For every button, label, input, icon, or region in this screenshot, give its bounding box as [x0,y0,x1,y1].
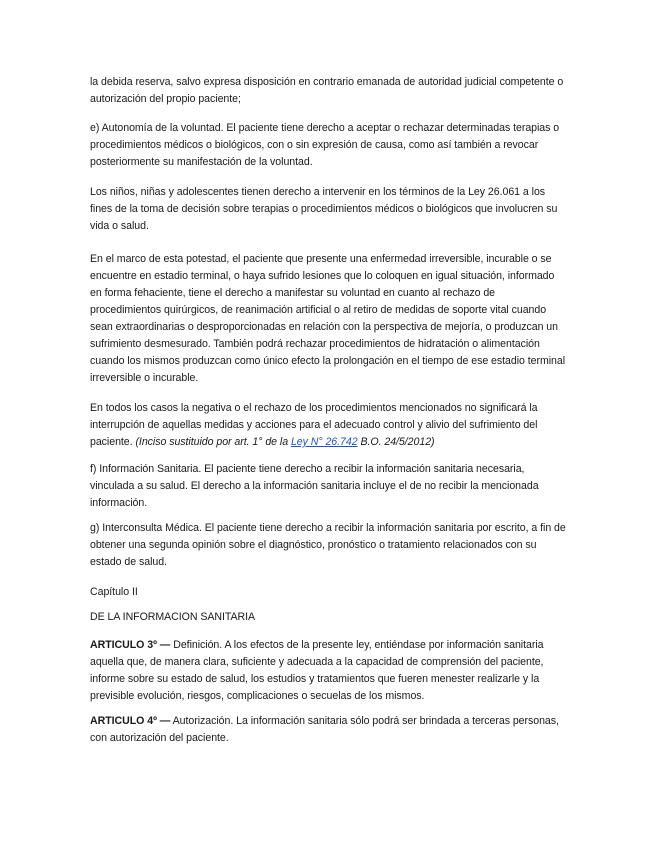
chapter-label: Capítulo II [90,586,138,598]
article-4 [90,713,568,747]
law-link[interactable]: Ley N° 26.742 [290,436,358,448]
paragraph-autonomia: e) Autonomía de la voluntad. El paciente tiene derecho a aceptar o rechazar determinadas terapias o procedimientos médicos o biológicos, con o sin expresión de causa, como así también a revocar posteriormente su manifestación de la voluntad. [90,122,560,168]
amendment-note: (Inciso sustituido por art. 1° de la [135,436,289,448]
paragraph-negativa [90,400,568,451]
article-3 [90,637,568,705]
paragraph-ninos: Los niños, niñas y adolescentes tienen derecho a intervenir en los términos de la Ley 26.061 a los fines de la toma de decisión sobre terapias o procedimientos médicos o biológicos que involucren su vida o salud. [90,186,558,232]
article-3-label: ARTICULO 3º — [90,639,171,651]
paragraph-informacion-sanitaria: f) Información Sanitaria. El paciente tiene derecho a recibir la información sanitaria necesaria, vinculada a su salud. El derecho a la información sanitaria incluye el de no recibir la mencionada información. [90,463,539,509]
paragraph-interconsulta: g) Interconsulta Médica. El paciente tiene derecho a recibir la información sanitaria por escrito, a fin de obtener una segunda opinión sobre el diagnóstico, pronóstico o tratamiento relacionados con su estado de salud. [90,522,566,568]
amendment-note-date: B.O. 24/5/2012) [360,436,435,448]
paragraph-negativa-text: En todos los casos la negativa o el rechazo de los procedimientos mencionados no significará la interrupción de aquellas medidas y acciones para el adecuado control y alivio del sufrimiento del paciente. [90,402,538,448]
article-4-text: Autorización. La información sanitaria sólo podrá ser brindada a terceras personas, con autorización del paciente. [90,715,559,744]
chapter-title: DE LA INFORMACION SANITARIA [90,611,256,623]
paragraph-potestad: En el marco de esta potestad, el paciente que presente una enfermedad irreversible, incurable o se encuentre en estadio terminal, o haya sufrido lesiones que lo coloquen en igual situación, informado en forma fehaciente, tiene el derecho a manifestar su voluntad en cuanto al rechazo de procedimientos quirúrgicos, de reanimación artificial o al retiro de medidas de soporte vital cuando sean extraordinarias o desproporcionadas en relación con la perspectiva de mejoría, o produzcan un sufrimiento desmesurado. También podrá rechazar procedimientos de hidratación o alimentación cuando los mismos produzcan como único efecto la prolongación en el tiempo de ese estadio terminal irreversible o incurable. [90,253,566,384]
article-3-text: Definición. A los efectos de la presente ley, entiéndase por información sanitaria aquella que, de manera clara, suficiente y adecuada a la capacidad de comprensión del paciente, informe sobre su estado de salud, los estudios y tratamientos que fueren menester realizarle y la previsible evolución, riesgos, complicaciones o secuelas de los mismos. [90,639,544,702]
article-4-label: ARTICULO 4º — [90,715,171,727]
paragraph-reserva: la debida reserva, salvo expresa disposición en contrario emanada de autoridad judicial competente o autorización del propio paciente; [90,76,564,105]
